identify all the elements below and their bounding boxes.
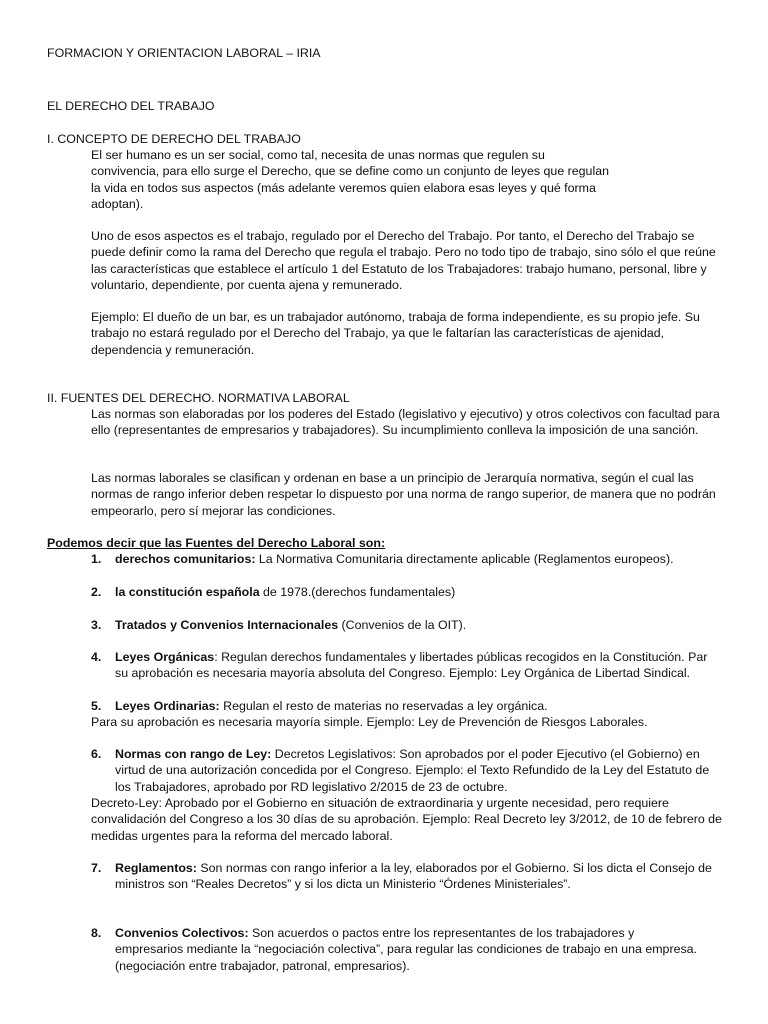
list-item-text: Son normas con rango inferior a la ley, elaborados por el Gobierno. Si los dicta el Consejo de ministros son “Reales Decretos” y si los dicta un Ministerio “Órdenes Ministeriales”. bbox=[115, 861, 712, 892]
list-item-term: Leyes Ordinarias: bbox=[115, 699, 220, 713]
list-item bbox=[115, 925, 705, 974]
list-item-text: Regulan el resto de materias no reservadas a ley orgánica. bbox=[219, 699, 548, 713]
section1-paragraph-1: El ser humano es un ser social, como tal, necesita de unas normas que regulen su convivencia, para ello surge el Derecho, que se define como un conjunto de leyes que regulan la vida en todos sus aspectos (más adelante veremos quien elabora esas leyes y qué forma adoptan). bbox=[91, 148, 609, 211]
list-item bbox=[115, 584, 735, 600]
list-item-term: Leyes Orgánicas bbox=[115, 650, 215, 664]
list-item-text: : Regulan derechos fundamentales y libertades públicas recogidos en la Constitución. Par su aprobación es necesaria mayoría absoluta del Congreso. Ejemplo: Ley Orgánica de Libertad Sindical. bbox=[115, 650, 708, 681]
list-item-term: Reglamentos: bbox=[115, 861, 197, 875]
list-item-number: 3. bbox=[91, 618, 102, 632]
list-item-term: Normas con rango de Ley: bbox=[115, 747, 272, 761]
list-item bbox=[115, 698, 735, 714]
list-item-number: 1. bbox=[91, 552, 102, 566]
section2-heading: II. FUENTES DEL DERECHO. NORMATIVA LABORAL bbox=[47, 391, 350, 405]
list-item-note: Decreto-Ley: Aprobado por el Gobierno en situación de extraordinaria y urgente necesidad, pero requiere convalidación del Congreso a los 30 días de su aprobación. Ejemplo: Real Decreto ley 3/2012, de 10 de febrero de medidas urgentes para la reforma del mercado laboral. bbox=[91, 796, 722, 843]
list-item-text: Decretos Legislativos: Son aprobados por el poder Ejecutivo (el Gobierno) en virtud de una autorización concedida por el Congreso. Ejemplo: el Texto Refundido de la Ley del Estatuto de los Trabajadores, aprobado por RD legislativo 2/2015 de 23 de octubre. bbox=[115, 747, 710, 794]
list-item-text: de 1978.(derechos fundamentales) bbox=[259, 585, 456, 599]
list-item-note: Para su aprobación es necesaria mayoría simple. Ejemplo: Ley de Prevención de Riesgos Laborales. bbox=[91, 715, 648, 729]
list-item-text: (Convenios de la OIT). bbox=[338, 618, 467, 632]
list-item-text: Son acuerdos o pactos entre los representantes de los trabajadores y empresarios mediante la “negociación colectiva”, para regular las condiciones de trabajo en una empresa. (negociación entre trabajador, patronal, empresarios). bbox=[115, 926, 697, 973]
list-item-number: 2. bbox=[91, 585, 102, 599]
list-item-term: Tratados y Convenios Internacionales bbox=[115, 618, 339, 632]
list-item-term: la constitución española bbox=[115, 585, 260, 599]
list-item-text: La Normativa Comunitaria directamente aplicable (Reglamentos europeos). bbox=[255, 552, 674, 566]
list-item-number: 8. bbox=[91, 926, 102, 940]
list-item-term: derechos comunitarios: bbox=[115, 552, 256, 566]
list-item-number: 4. bbox=[91, 650, 102, 664]
list-item bbox=[115, 617, 735, 633]
section2-paragraph-1: Las normas son elaboradas por los poderes del Estado (legislativo y ejecutivo) y otros colectivos con facultad para ello (representantes de empresarios y trabajadores). Su incumplimiento conlleva la imposición de una sanción. bbox=[91, 407, 720, 438]
document-title: EL DERECHO DEL TRABAJO bbox=[47, 99, 215, 113]
section1-paragraph-2: Uno de esos aspectos es el trabajo, regulado por el Derecho del Trabajo. Por tanto, el Derecho del Trabajo se puede definir como la rama del Derecho que regula el trabajo. Pero no todo tipo de trabajo, sino sólo el que reúne las características que establece el artículo 1 del Estatuto de los Trabajadores: trabajo humano, personal, libre y voluntario, dependiente, por cuenta ajena y remunerado. bbox=[91, 229, 716, 292]
list-item bbox=[115, 860, 725, 893]
sources-list-heading: Podemos decir que las Fuentes del Derecho Laboral son: bbox=[47, 536, 386, 550]
list-item-number: 5. bbox=[91, 699, 102, 713]
list-item bbox=[115, 746, 720, 795]
list-item-number: 6. bbox=[91, 747, 102, 761]
section1-heading: I. CONCEPTO DE DERECHO DEL TRABAJO bbox=[47, 132, 301, 146]
list-item-term: Convenios Colectivos: bbox=[115, 926, 249, 940]
section1-paragraph-3: Ejemplo: El dueño de un bar, es un trabajador autónomo, trabaja de forma independiente, es su propio jefe. Su trabajo no estará regulado por el Derecho del Trabajo, ya que le faltarían las características de ajenidad, dependencia y remuneración. bbox=[91, 310, 700, 357]
list-item-number: 7. bbox=[91, 861, 102, 875]
document-header: FORMACION Y ORIENTACION LABORAL – IRIA bbox=[47, 46, 321, 60]
list-item bbox=[115, 551, 735, 567]
list-item bbox=[115, 649, 715, 682]
section2-paragraph-2: Las normas laborales se clasifican y ordenan en base a un principio de Jerarquía normativa, según el cual las normas de rango inferior deben respetar lo dispuesto por una norma de rango superior, de manera que no podrán empeorarlo, pero sí mejorar las condiciones. bbox=[91, 471, 716, 518]
